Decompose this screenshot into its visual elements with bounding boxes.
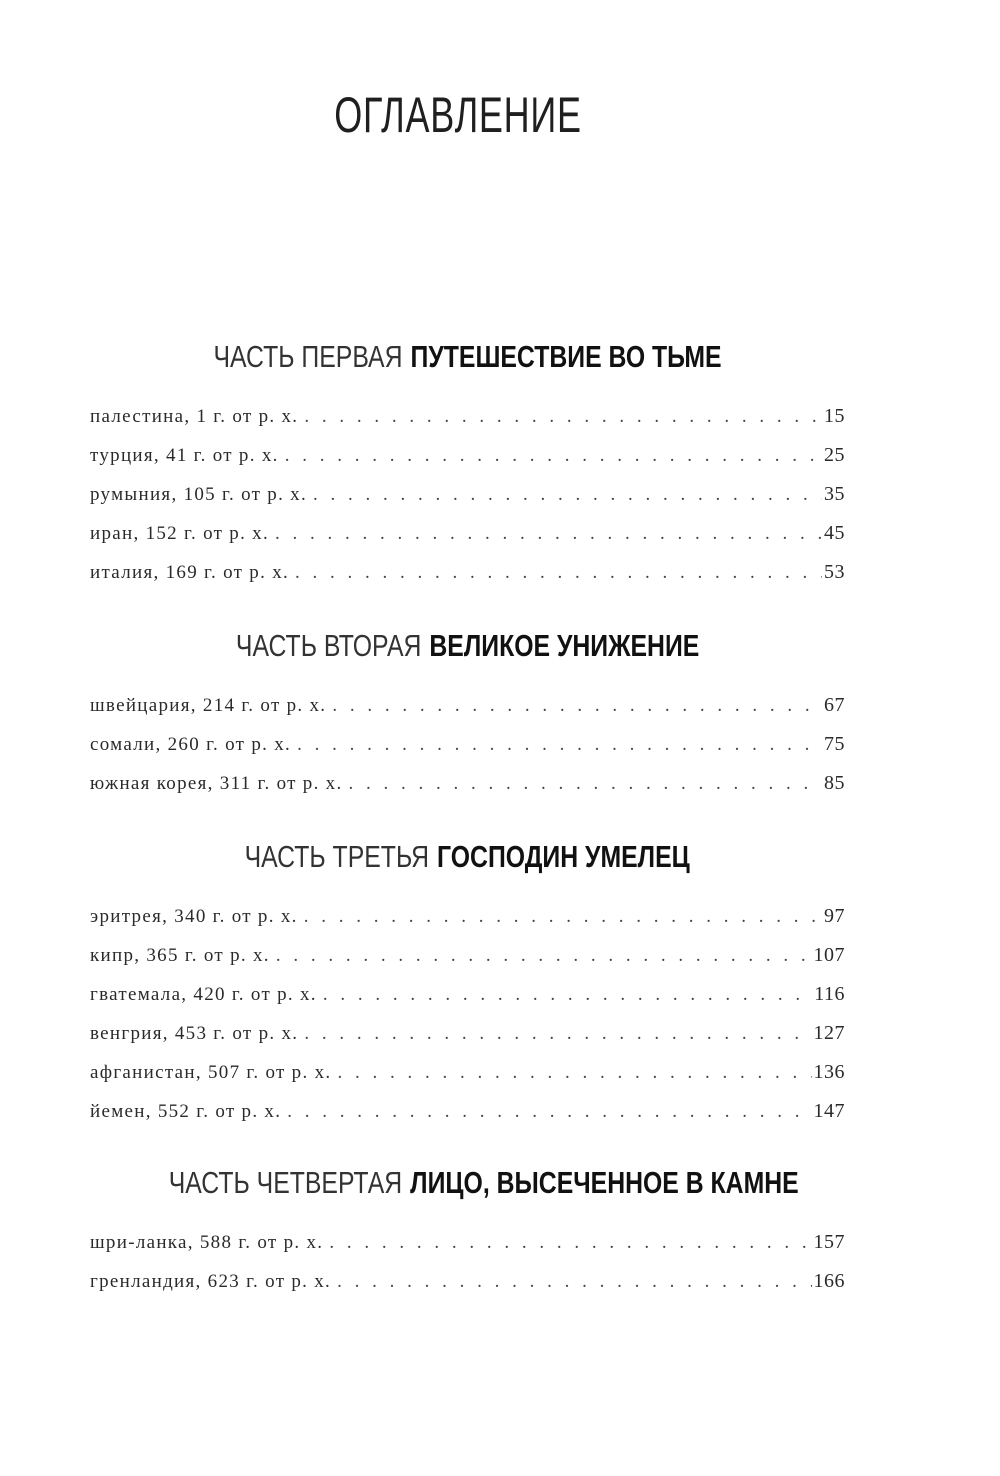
part-name: ВЕЛИКОЕ УНИЖЕНИЕ — [429, 628, 700, 663]
toc-entry[interactable] — [90, 1061, 845, 1100]
toc-entry[interactable] — [90, 944, 845, 983]
part-label: ЧАСТЬ ТРЕТЬЯ — [244, 839, 430, 874]
part-label: ЧАСТЬ ЧЕТВЕРТАЯ — [168, 1165, 403, 1200]
toc-entry[interactable] — [90, 1022, 845, 1061]
entry-page-number: 85 — [824, 772, 845, 794]
part-heading — [90, 626, 845, 666]
entry-title: швейцария, 214 г. от р. х. — [90, 695, 327, 716]
toc-entry[interactable] — [90, 1270, 845, 1309]
entry-page-number: 107 — [813, 944, 845, 966]
entry-title: кипр, 365 г. от р. х. — [90, 945, 270, 966]
toc-entry[interactable] — [90, 444, 845, 483]
entry-title: эритрея, 340 г. от р. х. — [90, 906, 298, 927]
part-label: ЧАСТЬ ВТОРАЯ — [235, 628, 422, 663]
entry-page-number: 67 — [824, 694, 845, 716]
toc-entry[interactable] — [90, 983, 845, 1022]
entry-page-number: 15 — [824, 405, 845, 427]
part-name: ПУТЕШЕСТВИЕ ВО ТЬМЕ — [410, 339, 722, 374]
dot-leader — [276, 945, 812, 967]
dot-leader — [304, 406, 822, 428]
dot-leader — [349, 773, 822, 795]
entry-page-number: 166 — [813, 1270, 845, 1292]
part-heading — [90, 837, 845, 877]
part-4 — [90, 1163, 845, 1309]
entry-page-number: 25 — [824, 444, 845, 466]
entry-title: венгрия, 453 г. от р. х. — [90, 1023, 299, 1044]
part-3 — [90, 837, 845, 1139]
entry-page-number: 75 — [824, 733, 845, 755]
dot-leader — [323, 984, 812, 1006]
entry-title: румыния, 105 г. от р. х. — [90, 484, 308, 505]
entry-title: палестина, 1 г. от р. х. — [90, 406, 299, 427]
toc-entry[interactable] — [90, 733, 845, 772]
part-2 — [90, 626, 845, 811]
entry-title: южная корея, 311 г. от р. х. — [90, 773, 343, 794]
part-1 — [90, 337, 845, 600]
dot-leader — [304, 906, 822, 928]
part-name: ГОСПОДИН УМЕЛЕЦ — [437, 839, 691, 874]
part-name: ЛИЦО, ВЫСЕЧЕННОЕ В КАМНЕ — [410, 1165, 799, 1200]
dot-leader — [337, 1062, 811, 1084]
dot-leader — [332, 695, 822, 717]
entry-page-number: 147 — [813, 1100, 845, 1122]
toc-entry[interactable] — [90, 1100, 845, 1139]
toc-entry[interactable] — [90, 405, 845, 444]
entry-list — [90, 905, 845, 1139]
entry-list — [90, 1231, 845, 1309]
dot-leader — [313, 484, 822, 506]
entry-page-number: 136 — [813, 1061, 845, 1083]
part-heading — [90, 1163, 845, 1203]
entry-title: сомали, 260 г. от р. х. — [90, 734, 292, 755]
entry-title: гренландия, 623 г. от р. х. — [90, 1271, 332, 1292]
toc-entry[interactable] — [90, 772, 845, 811]
toc-entry[interactable] — [90, 694, 845, 733]
toc-entry[interactable] — [90, 522, 845, 561]
toc-entry[interactable] — [90, 561, 845, 600]
dot-leader — [337, 1271, 811, 1293]
entry-title: италия, 169 г. от р. х. — [90, 562, 290, 583]
dot-leader — [287, 1101, 811, 1123]
entry-page-number: 116 — [814, 983, 845, 1005]
dot-leader — [285, 445, 822, 467]
entry-list — [90, 405, 845, 600]
entry-title: иран, 152 г. от р. х. — [90, 523, 270, 544]
toc-entry[interactable] — [90, 905, 845, 944]
entry-page-number: 35 — [824, 483, 845, 505]
entry-title: гватемала, 420 г. от р. х. — [90, 984, 317, 1005]
entry-title: турция, 41 г. от р. х. — [90, 445, 279, 466]
dot-leader — [297, 734, 822, 756]
entry-page-number: 45 — [824, 522, 845, 544]
dot-leader — [304, 1023, 811, 1045]
entry-page-number: 97 — [824, 905, 845, 927]
dot-leader — [275, 523, 822, 545]
entry-title: афганистан, 507 г. от р. х. — [90, 1062, 332, 1083]
entry-page-number: 53 — [824, 561, 845, 583]
entry-title: йемен, 552 г. от р. х. — [90, 1101, 282, 1122]
entry-title: шри-ланка, 588 г. от р. х. — [90, 1232, 324, 1253]
entry-list — [90, 694, 845, 811]
dot-leader — [295, 562, 822, 584]
entry-page-number: 157 — [813, 1231, 845, 1253]
toc-entry[interactable] — [90, 483, 845, 522]
page-title: ОГЛАВЛЕНИЕ — [334, 87, 582, 143]
part-heading — [90, 337, 845, 377]
part-label: ЧАСТЬ ПЕРВАЯ — [213, 339, 403, 374]
entry-page-number: 127 — [813, 1022, 845, 1044]
dot-leader — [329, 1232, 811, 1254]
toc-entry[interactable] — [90, 1231, 845, 1270]
